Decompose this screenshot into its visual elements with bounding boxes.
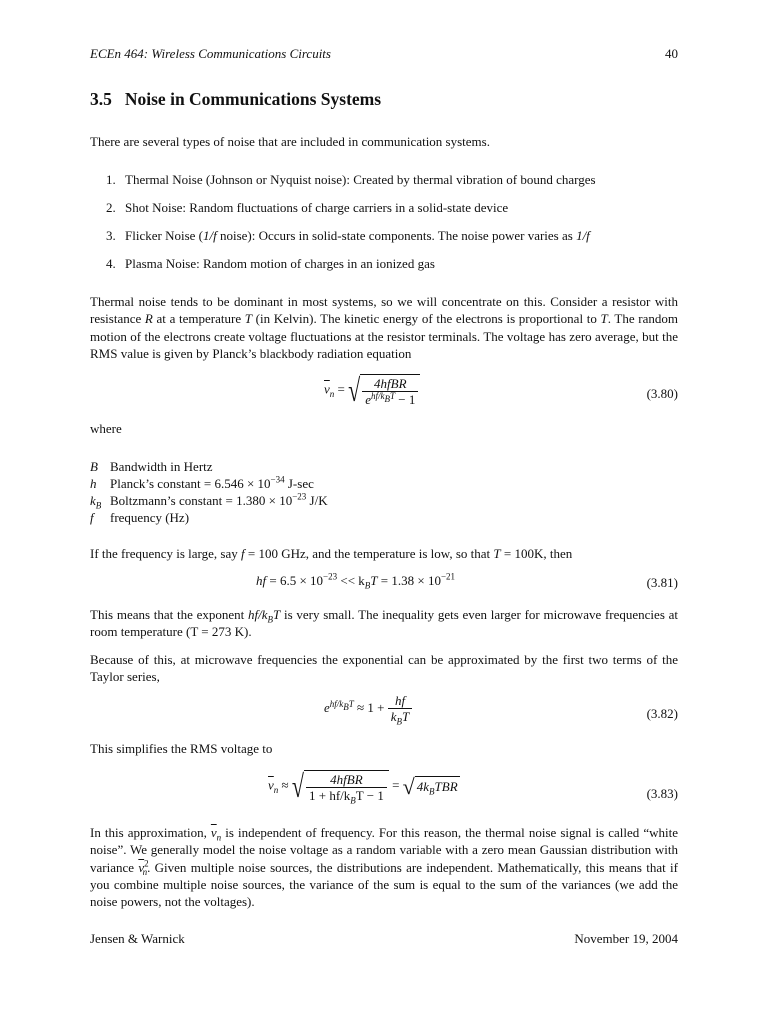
definition-item: f frequency (Hz) — [90, 510, 190, 525]
section-heading — [90, 89, 381, 110]
equation-3-83: $\overline{v}_n$ ≈ √ $\frac{\text{4hfBR}}{1 + hf/k_BT - 1}$ = √ $4k_BTBR$ (3.83) — [268, 768, 678, 806]
frequency-paragraph: If the frequency is large, say f = 100 GHz, and the temperature is low, so that T = 100K, then — [90, 546, 573, 561]
authors: Jensen & Warnick — [90, 931, 185, 946]
exponent-paragraph: This means that the exponent $hf/k_BT$ is very small. The inequality gets even larger for microwave frequencies at room temperature (T = 273 K). — [90, 607, 678, 640]
equation-number: (3.82) — [646, 706, 678, 721]
definition-item: $k_B$ Boltzmann’s constant = $1.380 \times 10^{-23}$ J/K — [90, 491, 328, 511]
running-header — [90, 46, 678, 64]
equation-number: (3.83) — [646, 786, 678, 801]
equation-3-81: hf = $6.5 \times 10^{-23} << k_BT = 1.38 \times 10^{-21}$ (3.81) — [256, 571, 678, 591]
document-page — [90, 0, 678, 1024]
taylor-paragraph: Because of this, at microwave frequencies the exponential can be approximated by the first two terms of the Taylor series, — [90, 652, 678, 685]
date: November 19, 2004 — [574, 931, 678, 946]
list-item: 3. Flicker Noise (1/f noise): Occurs in solid-state components. The noise power varies as 1/f — [106, 228, 590, 243]
list-item: 1. Thermal Noise (Johnson or Nyquist noise): Created by thermal vibration of bound charges — [106, 172, 596, 187]
intro-paragraph: There are several types of noise that are included in communication systems. — [90, 134, 490, 149]
thermal-noise-paragraph: Thermal noise tends to be dominant in most systems, so we will concentrate on this. Consider a resistor with resistance R at a temperature T (in Kelvin). The kinetic energy of the electrons is proportional to T. The random motion of the electrons create voltage fluctuations at the resistor terminals. The voltage has zero average, but the RMS value is given by Planck’s blackbody radiation equation — [90, 294, 678, 361]
definition-item: B Bandwidth in Hertz — [90, 459, 213, 474]
section-title: Noise in Communications Systems — [124, 89, 382, 109]
equation-number: (3.80) — [646, 386, 678, 401]
white-noise-paragraph: In this approximation, $\overline{v}_n$ is independent of frequency. For this reason, the thermal noise signal is called “white noise”. We generally model the noise voltage as a random variable with a zero mean Gaussian distribution with variance $\overline{v}^2_n$. Given multiple noise sources, the distributions are independent. Mathematically, this means that if you combine multiple noise sources, the variance of the sum is equal to the sum of the variances (we add the noise powers, not the voltages). — [90, 825, 678, 910]
where-label: where — [90, 421, 122, 436]
simplify-paragraph: This simplifies the RMS voltage to — [90, 741, 273, 756]
page-number: 40 — [665, 46, 678, 61]
course-title: ECEn 464: Wireless Communications Circuits — [90, 46, 331, 61]
equation-number: (3.81) — [646, 575, 678, 590]
equation-3-82: $e^{hf/k_BT} \approx 1$ + $\frac{hf}{k_BT}$ (3.82) — [324, 693, 678, 727]
equation-3-80: $\overline{v}_n$ = √ $\frac{\text{4hfBR}}{e^{hf/k_BT} - 1}$ (3.80) — [324, 372, 678, 409]
list-item: 4. Plasma Noise: Random motion of charges in an ionized gas — [106, 256, 435, 271]
list-item: 2. Shot Noise: Random fluctuations of charge carriers in a solid-state device — [106, 200, 509, 215]
definition-item: h Planck’s constant = $6.546 \times 10^{-34}$ J-sec — [90, 474, 314, 491]
section-number: 3.5 — [90, 89, 112, 109]
